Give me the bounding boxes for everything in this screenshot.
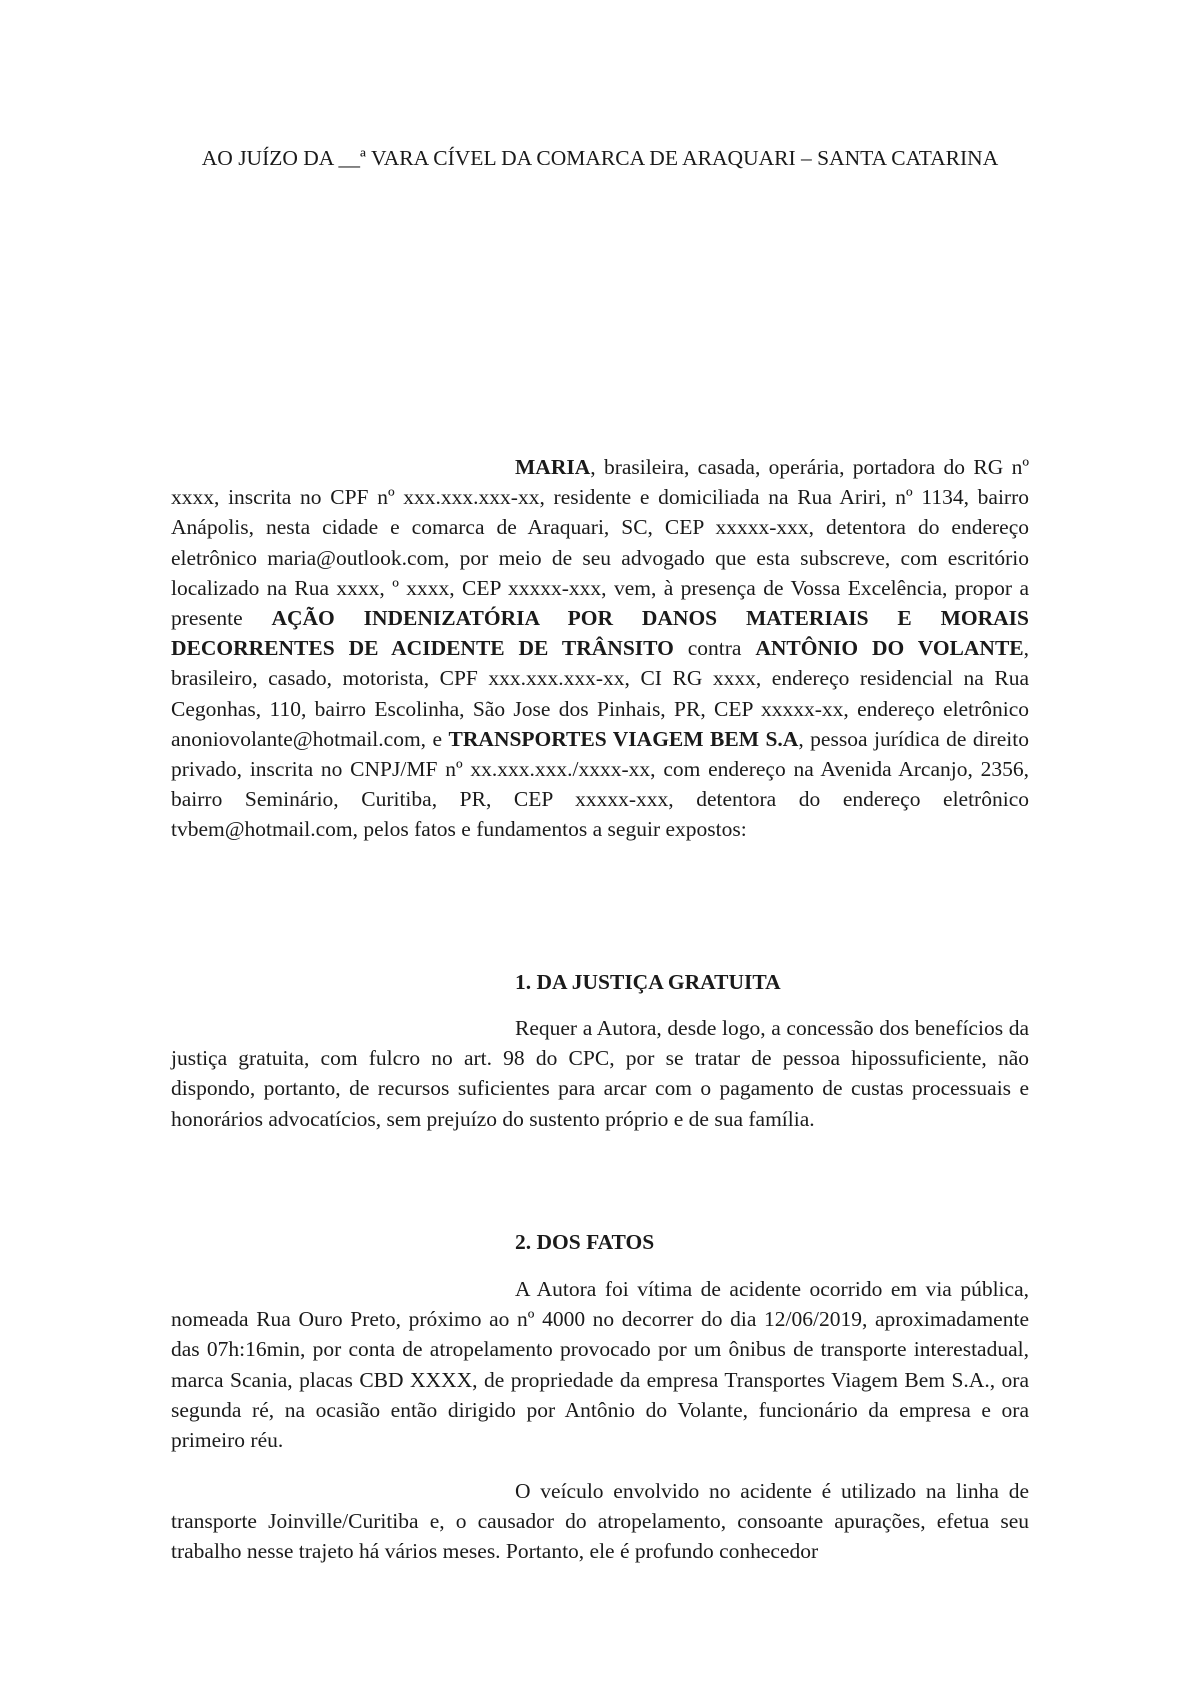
intro-text-1: , brasileira, casada, operária, portadora do RG nº xxxx, inscrita no CPF nº xxx.xxx.xxx-xx, residente e domiciliada na Rua Ariri, nº 1134, bairro Anápolis, nesta cidade e comarca de Araquari, SC, CEP xxxxx-xxx, detentora do endereço eletrônico maria@outlook.com, por meio de seu advogado que esta subscreve, com escritório localizado na Rua xxxx, º xxxx, CEP xxxxx-xxx, vem, à presença de Vossa Excelência, propor a presente bbox=[171, 455, 1029, 631]
defendant-1: ANTÔNIO DO VOLANTE bbox=[755, 636, 1024, 661]
section-2-title: 2. DOS FATOS bbox=[515, 1230, 655, 1254]
intro-paragraph bbox=[171, 452, 1029, 845]
intro-text-3: , brasileiro, casado, motorista, CPF xxx.xxx.xxx-xx, CI RG xxxx, endereço residencial na Rua Cegonhas, 110, bairro Escolinha, São Jose dos Pinhais, PR, CEP xxxxx-xx, endereço eletrônico anoniovolante@hotmail.com, e bbox=[171, 636, 1029, 751]
intro-text-4: , pessoa jurídica de direito privado, inscrita no CNPJ/MF nº xx.xxx.xxx./xxxx-xx, com endereço na Avenida Arcanjo, 2356, bairro Seminário, Curitiba, PR, CEP xxxxx-xxx, detentora do endereço eletrônico tvbem@hotmail.com, pelos fatos e fundamentos a seguir expostos: bbox=[171, 726, 1029, 842]
section-1-body: Requer a Autora, desde logo, a concessão dos benefícios da justiça gratuita, com fulcro no art. 98 do CPC, por se tratar de pessoa hipossuficiente, não dispondo, portanto, de recursos suficientes para arcar com o pagamento de custas processuais e honorários advocatícios, sem prejuízo do sustento próprio e de sua família. bbox=[171, 1016, 1029, 1131]
intro-text-2: contra bbox=[673, 636, 756, 661]
defendant-2: TRANSPORTES VIAGEM BEM S.A bbox=[448, 726, 799, 751]
section-2-paragraph-2: O veículo envolvido no acidente é utilizado na linha de transporte Joinville/Curitiba e, o causador do atropelamento, consoante apurações, efetua seu trabalho nesse trajeto há vários meses. Portanto, ele é profundo conhecedor bbox=[171, 1479, 1029, 1564]
section-2-paragraph-1: A Autora foi vítima de acidente ocorrido em via pública, nomeada Rua Ouro Preto, próximo ao nº 4000 no decorrer do dia 12/06/2019, aproximadamente das 07h:16min, por conta de atropelamento provocado por um ônibus de transporte interestadual, marca Scania, placas CBD XXXX, de propriedade da empresa Transportes Viagem Bem S.A., ora segunda ré, na ocasião então dirigido por Antônio do Volante, funcionário da empresa e ora primeiro réu. bbox=[171, 1277, 1029, 1453]
plaintiff-name: MARIA bbox=[515, 455, 591, 479]
action-title: AÇÃO INDENIZATÓRIA POR DANOS MATERIAIS E MORAIS DECORRENTES DE ACIDENTE DE TRÂNSITO bbox=[171, 606, 1029, 661]
court-heading: AO JUÍZO DA __ª VARA CÍVEL DA COMARCA DE ARAQUARI – SANTA CATARINA bbox=[201, 146, 999, 170]
section-1-title: 1. DA JUSTIÇA GRATUITA bbox=[515, 970, 781, 994]
